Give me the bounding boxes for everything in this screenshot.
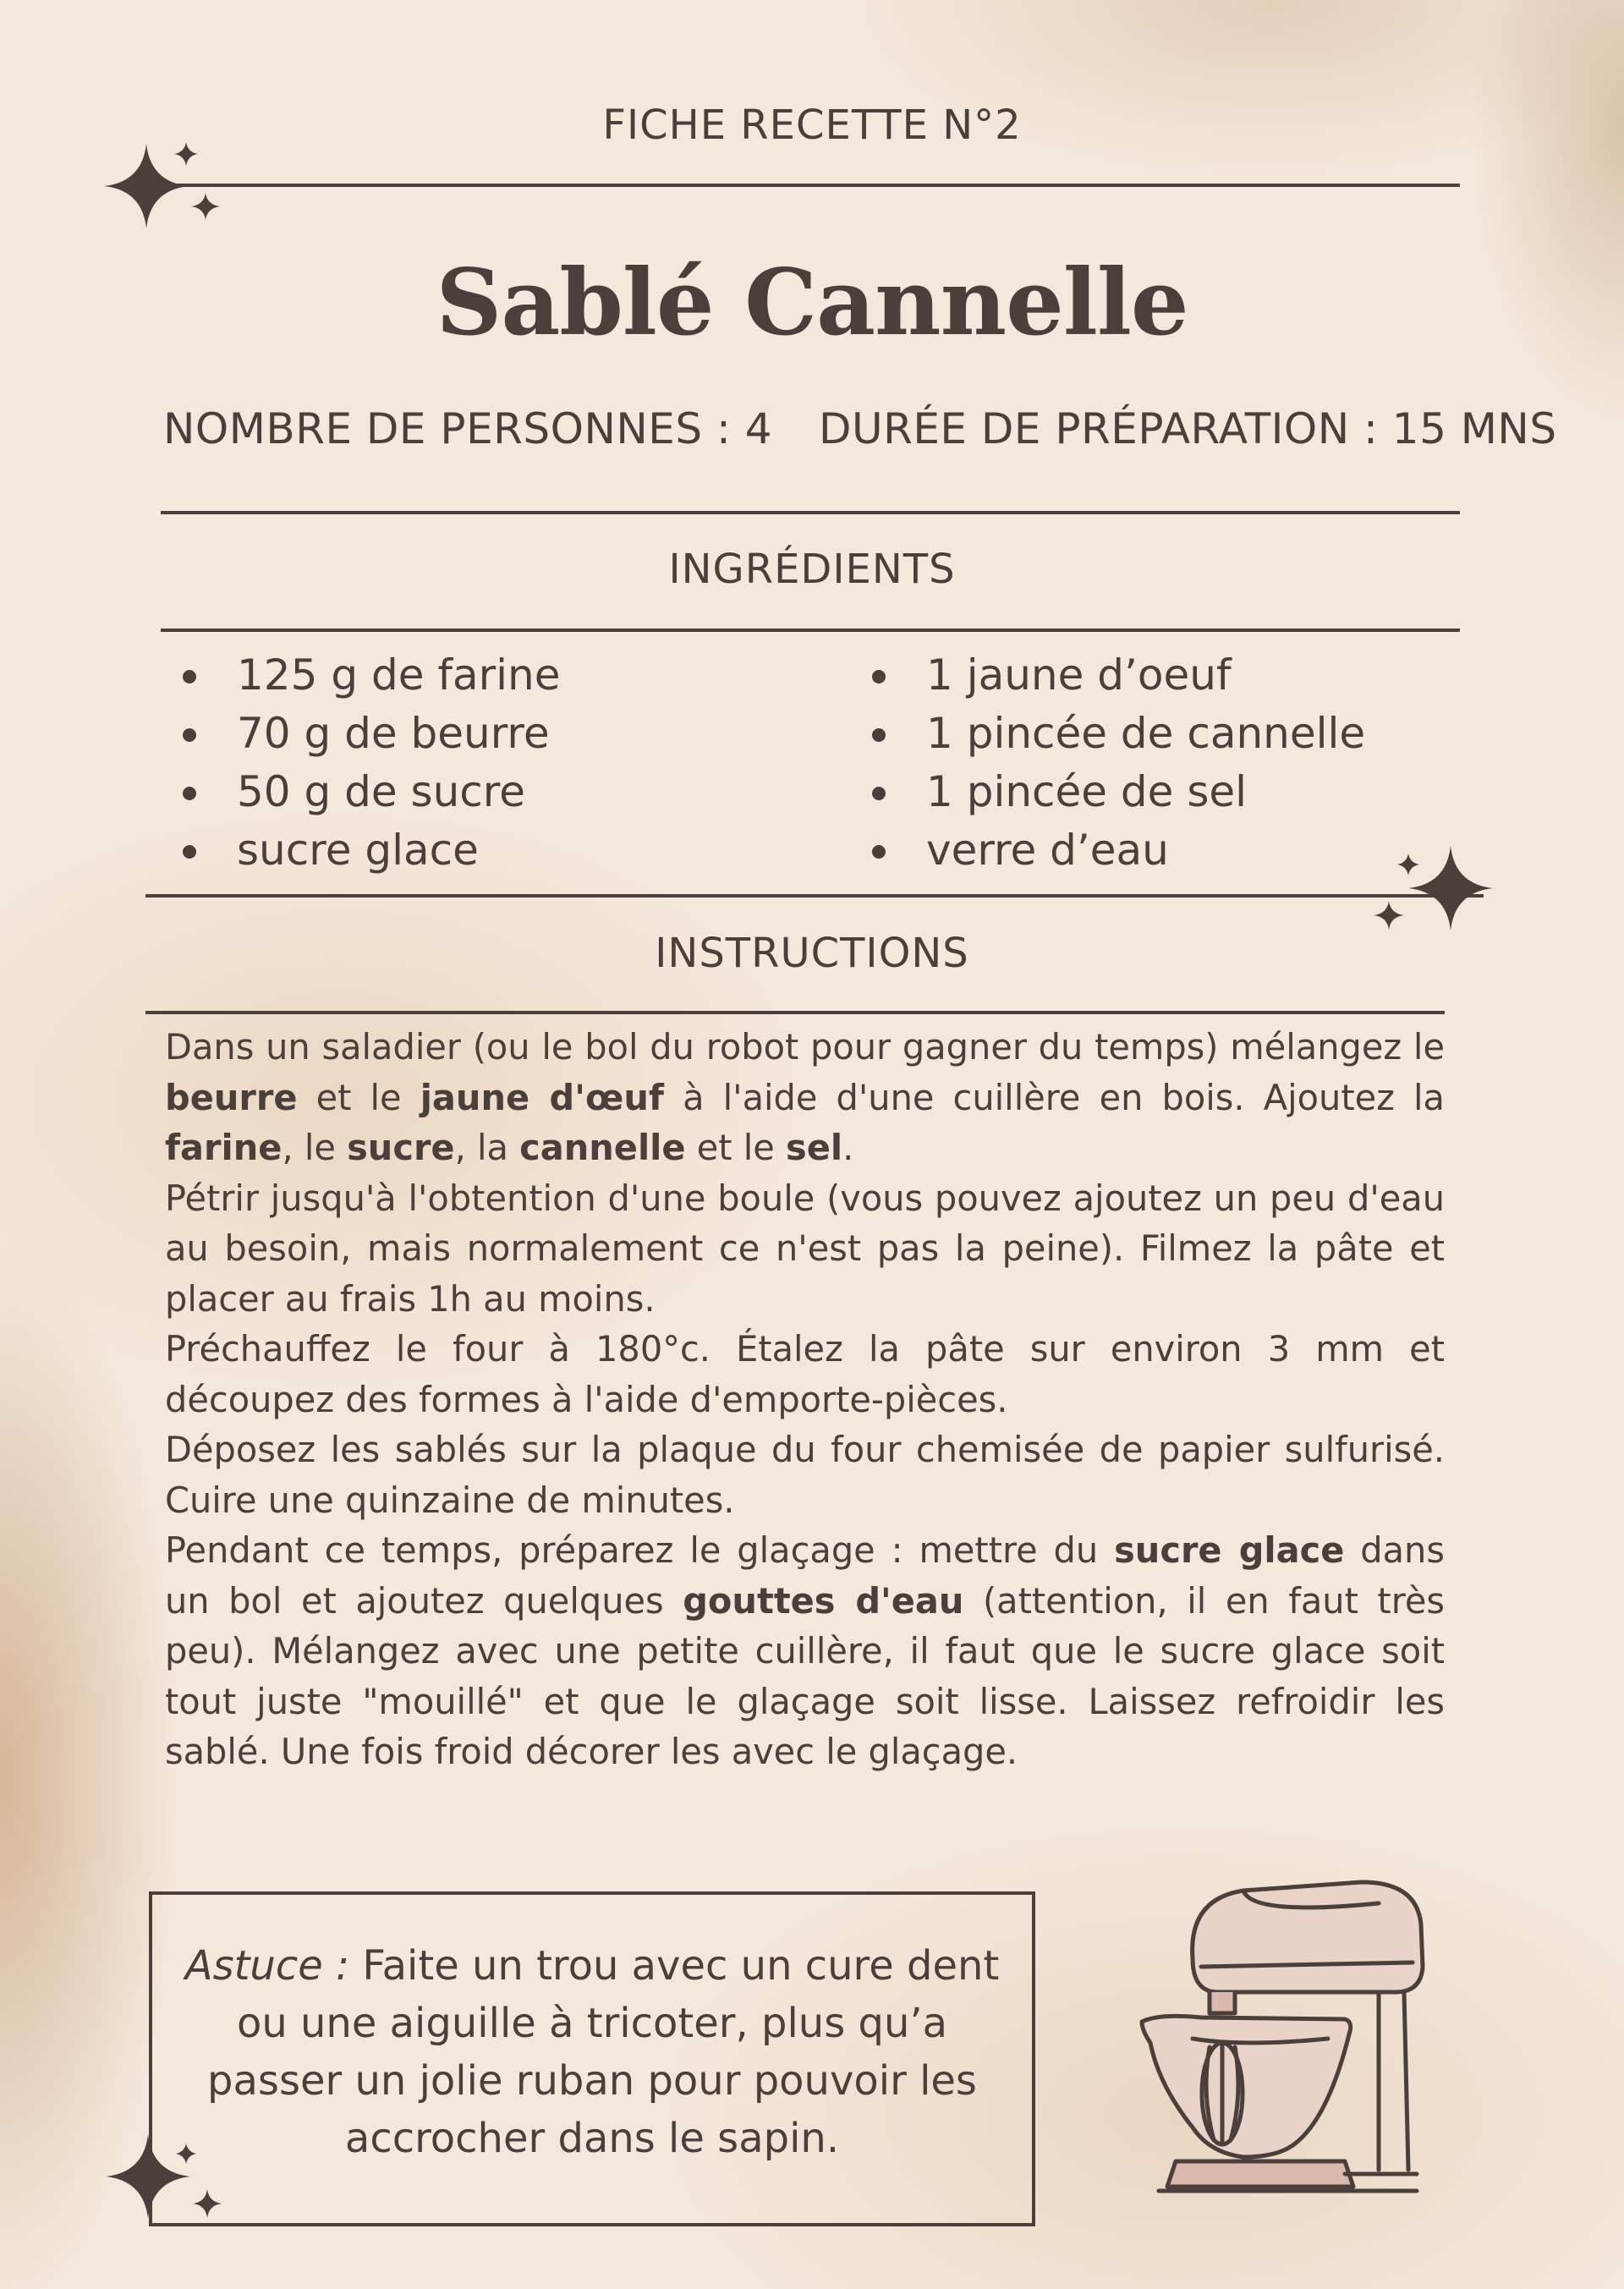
instruction-step: Pétrir jusqu'à l'obtention d'une boule (vous pouvez ajoutez un peu d'eau au besoin, mais normalement ce n'est pas la peine). Filmez la pâte et placer au frais 1h au moins. — [165, 1177, 1445, 1320]
instruction-step: Préchauffez le four à 180°c. Étalez la pâte sur environ 3 mm et découpez des formes à l'aide d'emporte-pièces. — [165, 1328, 1445, 1420]
divider — [161, 629, 1460, 632]
ingredients-list-right — [857, 646, 1365, 880]
instructions-text — [165, 1022, 1445, 1777]
page-title: Sablé Cannelle — [436, 250, 1188, 356]
ingredients-list-left — [167, 646, 561, 880]
divider — [145, 1011, 1445, 1014]
tip-text: Astuce : Faite un trou avec un cure dent ou une aiguille à tricoter, plus qu’a passer un jolie ruban pour pouvoir les accrocher dans le sapin. — [184, 1942, 1000, 2162]
divider — [161, 511, 1460, 514]
divider — [161, 184, 1460, 187]
instructions-heading: INSTRUCTIONS — [655, 930, 969, 977]
sparkle-icon — [100, 135, 235, 245]
list-item: 1 pincée de cannelle — [857, 705, 1365, 763]
list-item: sucre glace — [167, 821, 561, 880]
prep-time: DURÉE DE PRÉPARATION : 15 MNS — [819, 404, 1557, 453]
list-item: 1 pincée de sel — [857, 763, 1365, 821]
instruction-step: Dans un saladier (ou le bol du robot pour gagner du temps) mélangez le beurre et le jaune d'œuf à l'aide d'une cuillère en bois. Ajoutez la farine, le sucre, la cannelle et le sel. — [165, 1026, 1445, 1168]
divider — [145, 894, 1484, 897]
list-item: 70 g de beurre — [167, 705, 561, 763]
instruction-step: Déposez les sablés sur la plaque du four chemisée de papier sulfurisé. Cuire une quinzaine de minutes. — [165, 1429, 1445, 1521]
list-item: 1 jaune d’oeuf — [857, 646, 1365, 705]
list-item: 125 g de farine — [167, 646, 561, 705]
recipe-number: FICHE RECETTE N°2 — [602, 102, 1022, 149]
sparkle-icon — [102, 2130, 237, 2240]
instruction-step: Pendant ce temps, préparez le glaçage : mettre du sucre glace dans un bol et ajoutez quelques gouttes d'eau (attention, il en faut très peu). Mélangez avec une petite cuillère, il faut que le sucre glace soit tout juste "mouillé" et que le glaçage soit lisse. Laissez refroidir les sablé. Une fois froid décorer les avec le glaçage. — [165, 1529, 1445, 1772]
list-item: verre d’eau — [857, 821, 1365, 880]
stand-mixer-icon — [1125, 1865, 1438, 2204]
list-item: 50 g de sucre — [167, 763, 561, 821]
tip-label: Astuce : — [184, 1942, 350, 1990]
ingredients-heading: INGRÉDIENTS — [668, 546, 956, 593]
servings: NOMBRE DE PERSONNES : 4 — [163, 404, 773, 453]
